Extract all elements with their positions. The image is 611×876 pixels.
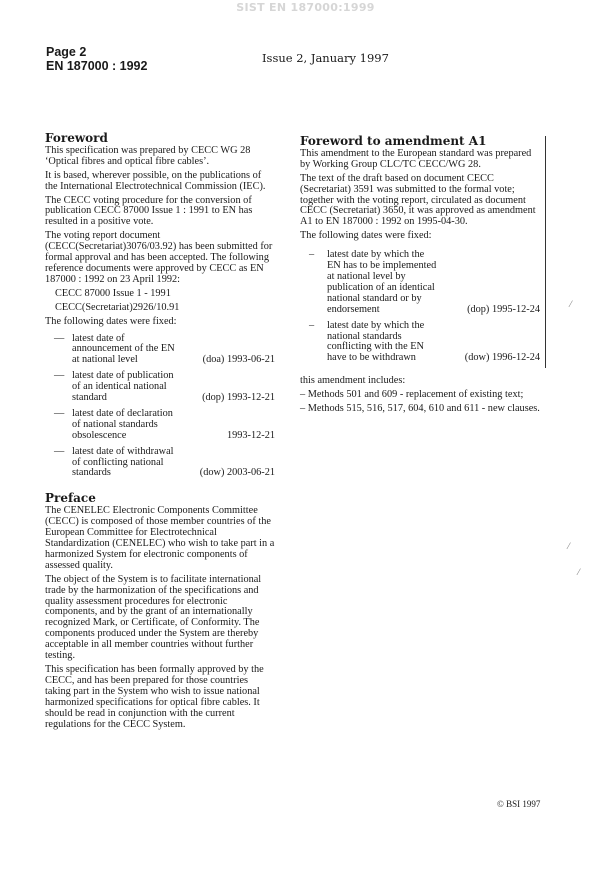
amendment-paragraph: This amendment to the European standard was prepared by Working Group CLC/TC CECC/WG 28. [300, 147, 532, 170]
date-value: 1993-12-21 [226, 429, 275, 441]
foreword-paragraph: The CECC voting procedure for the conversion of publication CECC 87000 Issue 1 : 1991 to EN has resulted in a positive vote. [45, 194, 253, 228]
dates-intro: The following dates were fixed: [300, 230, 432, 242]
date-item-text: at national level by [327, 270, 406, 282]
date-item-text: EN has to be implemented [327, 260, 437, 272]
includes-item: – Methods 515, 516, 517, 604, 610 and 611 - new clauses. [300, 403, 540, 415]
date-code: (dow) [464, 352, 490, 364]
foreword-paragraph: The voting report document (CECC(Secretariat)3076/03.92) has been submitted for formal approval and has been accepted. The following reference documents were approved by CECC as EN 187000 : 1992 on 23 April 1992: [45, 230, 273, 285]
date-item: — latest date of publication of an identical national standard (dop) 1993-12-21 [54, 370, 275, 404]
date-item: — latest date of declaration of national standards obsolescence 1993-12-21 [54, 407, 275, 441]
watermark: SIST EN 187000:1999 [236, 1, 375, 14]
page-number: Page 2 [46, 45, 87, 59]
date-item-text: publication of an identical [327, 281, 435, 293]
scan-speck: ⁄ [568, 542, 570, 551]
reference-document: CECC 87000 Issue 1 - 1991 [55, 287, 171, 299]
left-column [45, 133, 275, 733]
date-value: 2003-06-21 [226, 467, 275, 479]
preface-paragraph: The CENELEC Electronic Components Committee (CECC) is composed of those member countries of the European Committee for Electrotechnical Standardization (CENELEC) who wish to take part in a harmonized System for electronic components of assessed quality. [45, 505, 275, 571]
amendment-paragraph: The text of the draft based on document CECC (Secretariat) 3591 was submitted to the formal vote; together with the voting report, circulated as document CECC (Secretariat) 3650, it was approved as amendment A1 to EN 187000 : 1992 on 1995-04-30. [300, 172, 536, 228]
date-item-text: national standard or by [327, 292, 422, 304]
date-value: 1996-12-24 [491, 352, 540, 364]
date-item-text: of conflicting national [72, 456, 164, 468]
foreword-paragraph: This specification was prepared by CECC WG 28 ‘Optical fibres and optical fibre cables’. [45, 144, 251, 167]
date-value: 1993-12-21 [226, 392, 275, 404]
date-item-text: conflicting with the EN [327, 341, 424, 353]
date-item: — latest date of announcement of the EN at national level (doa) 1993-06-21 [54, 332, 275, 366]
date-code: (doa) [202, 354, 225, 366]
date-value: 1995-12-24 [491, 303, 540, 315]
date-code: (dop) [202, 392, 225, 404]
issue-date: Issue 2, January 1997 [262, 51, 389, 65]
dates-intro: The following dates were fixed: [45, 315, 177, 327]
date-item-text: have to be withdrawn [327, 352, 416, 364]
date-item-text: announcement of the EN [72, 343, 175, 355]
scan-speck: ⁄ [578, 568, 580, 577]
date-item: — latest date of withdrawal of conflicting national standards (dow) 2003-06-21 [54, 445, 275, 479]
date-item: – latest date by which the national standards conflicting with the EN have to be withdrawn (dow) 1996-12-24 [309, 319, 540, 364]
foreword-title: Foreword [45, 131, 108, 145]
date-item-text: at national level [72, 354, 138, 366]
date-value: 1993-06-21 [226, 354, 275, 366]
date-code: (dop) [467, 303, 490, 315]
change-bar [545, 136, 546, 368]
date-item: – latest date by which the EN has to be implemented at national level by publication of an identical national standard or by endorsement (dop) 1995-12-24 [309, 249, 540, 315]
date-item-text: latest date of declaration [72, 407, 173, 419]
date-item-text: of an identical national [72, 381, 167, 393]
amendment-title: Foreword to amendment A1 [300, 134, 487, 148]
foreword-paragraph: It is based, wherever possible, on the publications of the International Electrotechnical Commission (IEC). [45, 169, 266, 192]
preface-title: Preface [45, 491, 96, 506]
date-item-text: of national standards [72, 418, 158, 430]
foreword-dates-list [45, 334, 275, 480]
standard-number: EN 187000 : 1992 [46, 59, 148, 73]
scan-speck: ⁄ [570, 300, 572, 309]
date-item-text: latest date of [72, 332, 125, 344]
date-item-text: latest date of publication [72, 370, 174, 382]
date-code: (dow) [199, 467, 225, 479]
date-item-text: latest date of withdrawal [72, 445, 174, 457]
date-item-text: latest date by which the [327, 249, 425, 261]
date-item-text: obsolescence [72, 429, 127, 441]
date-item-text: national standards [327, 330, 402, 342]
includes-item: – Methods 501 and 609 - replacement of existing text; [300, 389, 524, 401]
date-item-text: standards [72, 467, 111, 479]
date-item-text: latest date by which the [327, 319, 425, 331]
right-column [300, 136, 540, 418]
amendment-dates-list [300, 250, 540, 364]
reference-document: CECC(Secretariat)2926/10.91 [55, 301, 180, 313]
date-item-text: standard [72, 392, 107, 404]
date-item-text: endorsement [327, 303, 380, 315]
includes-intro: this amendment includes: [300, 375, 406, 387]
preface-paragraph: The object of the System is to facilitate international trade by the harmonization of the specifications and quality assessment procedures for electronic components, and by the grant of an internationally recognized Mark, or Certificate, of Conformity. The components produced under the System are thereby acceptable in all member countries without further testing. [45, 573, 262, 662]
preface-paragraph: This specification has been formally approved by the CECC, and has been prepared for those countries taking part in the System who wish to issue national harmonized specifications for optical fibre cables. It should be read in conjunction with the current regulations for the CECC System. [45, 663, 264, 730]
copyright: © BSI 1997 [497, 799, 541, 809]
